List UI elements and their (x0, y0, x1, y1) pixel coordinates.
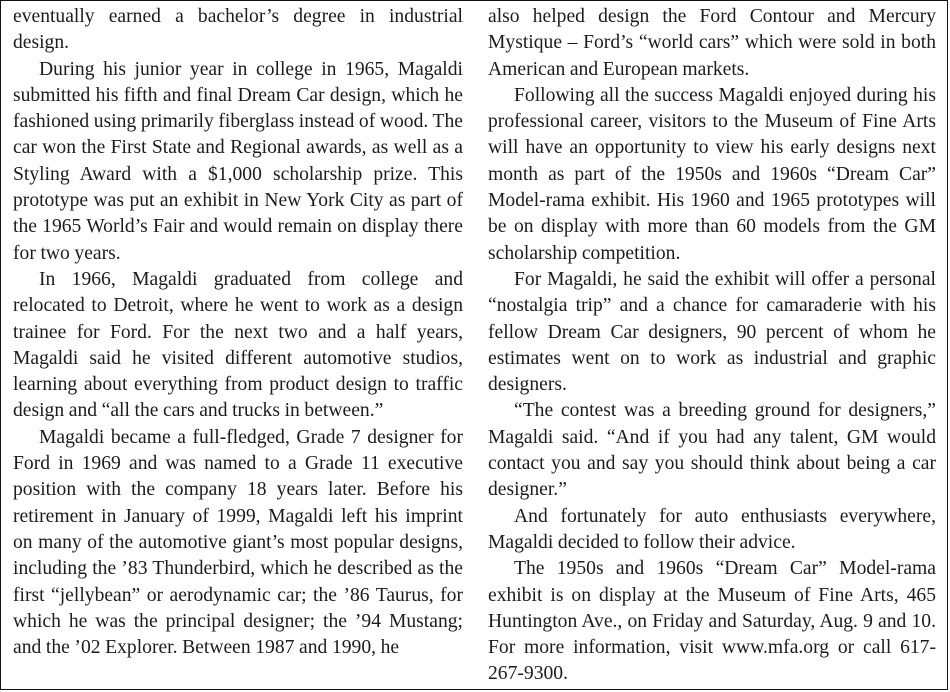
paragraph-ford-career: Magaldi became a full-fledged, Grade 7 designer for Ford in 1969 and was named to a Grade 11 executive position with the company 18 years later. Before his retirement in January of 1999, Magaldi left his imprint on many of the automotive giant’s most popular designs, including the ’83 Thunderbird, which he described as the first “jellybean” or aerodynamic car; the ’86 Taurus, for which he was the principal designer; the ’94 Mustang; and the ’02 Explorer. Between 1987 and 1990, he (13, 426, 463, 659)
paragraph-graduation-detroit: In 1966, Magaldi graduated from college and relocated to Detroit, where he went to work as a design trainee for Ford. For the next two and a half years, Magaldi said he visited different automotive studios, learning about everything from product design to traffic design and “all the cars and trucks in between.” (13, 268, 463, 422)
paragraph-exhibit-info: The 1950s and 1960s “Dream Car” Model-rama exhibit is on display at the Museum of Fine Arts, 465 Huntington Ave., on Friday and Saturday, Aug. 9 and 10. For more information, visit www.mfa.org or call 617-267-9300. (488, 558, 936, 685)
left-column (13, 4, 463, 661)
paragraph-degree-continuation: eventually earned a bachelor’s degree in industrial design. (13, 6, 463, 54)
paragraph-museum-exhibit: Following all the success Magaldi enjoyed during his professional career, visitors to the Museum of Fine Arts will have an opportunity to view his early designs next month as part of the 1950s and 1960s “Dream Car” Model-rama exhibit. His 1960 and 1965 prototypes will be on display with more than 60 models from the GM scholarship competition. (488, 84, 936, 264)
paragraph-contest-quote: “The contest was a breeding ground for designers,” Magaldi said. “And if you had any talent, GM would contact you and say you should think about being a car designer.” (488, 400, 936, 501)
right-column (488, 4, 936, 688)
paragraph-nostalgia-trip: For Magaldi, he said the exhibit will offer a personal “nostalgia trip” and a chance for camaraderie with his fellow Dream Car designers, 90 percent of whom he estimates went on to work as industrial and graphic designers. (488, 268, 936, 396)
paragraph-junior-year: During his junior year in college in 1965, Magaldi submitted his fifth and final Dream Car design, which he fashioned using primarily fiberglass instead of wood. The car won the First State and Regional awards, as well as a Styling Award with a $1,000 scholarship prize. This prototype was put an exhibit in New York City as part of the 1965 World’s Fair and would remain on display there for two years. (13, 58, 463, 264)
paragraph-follow-advice: And fortunately for auto enthusiasts everywhere, Magaldi decided to follow their advice. (488, 505, 936, 553)
paragraph-contour-continuation: also helped design the Ford Contour and Mercury Mystique – Ford’s “world cars” which were sold in both American and European markets. (488, 6, 936, 80)
